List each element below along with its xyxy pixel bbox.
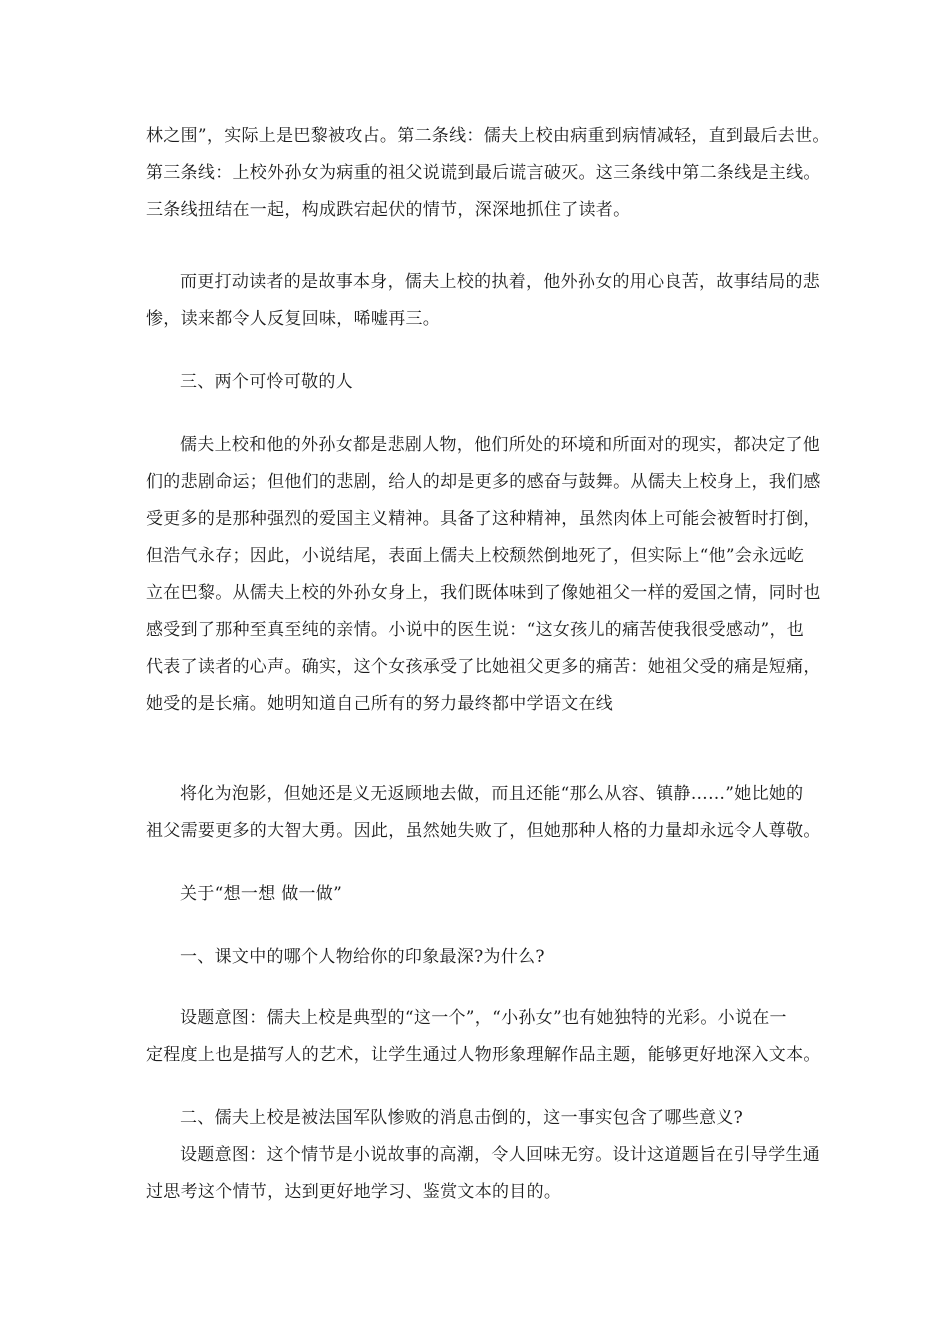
paragraph-route-lines [146,118,830,229]
text-line: 受更多的是那种强烈的爱国主义精神。具备了这种精神，虽然肉体上可能会被暂时打倒， [146,509,821,529]
text-line: 定程度上也是描写人的艺术，让学生通过人物形象理解作品主题，能够更好地深入文本。 [146,1045,821,1065]
text-line: 一、课文中的哪个人物给你的印象最深?为什么? [180,947,545,967]
text-line: 祖父需要更多的大智大勇。因此，虽然她失败了，但她那种人格的力量却永远令人尊敬。 [146,821,821,841]
text-line: 三条线扭结在一起，构成跌宕起伏的情节，深深地抓住了读者。 [146,200,631,220]
paragraph-granddaughter-courage [146,776,821,850]
text-line: 过思考这个情节，达到更好地学习、鉴赏文本的目的。 [146,1182,562,1202]
text-line: 林之围”，实际上是巴黎被攻占。第二条线：儒夫上校由病重到病情减轻，直到最后去世。 [146,126,830,146]
text-line: 关于“想一想 做一做” [180,884,343,904]
text-line: 惨，读来都令人反复回味，唏嘘再三。 [146,309,441,329]
question-one-intent [146,1000,821,1074]
text-line: 二、儒夫上校是被法国军队惨败的消息击倒的，这一事实包含了哪些意义? [180,1108,744,1128]
question-two-with-intent [146,1100,821,1211]
text-line: 第三条线：上校外孙女为病重的祖父说谎到最后谎言破灭。这三条线中第二条线是主线。 [146,163,821,183]
paragraph-story-impact [146,264,821,338]
text-line: 代表了读者的心声。确实，这个女孩承受了比她祖父更多的痛苦：她祖父受的痛是短痛， [146,657,821,677]
text-line: 立在巴黎。从儒夫上校的外孙女身上，我们既体味到了像她祖父一样的爱国之情，同时也 [146,583,821,603]
section-heading-two-characters [146,364,818,401]
text-line: 们的悲剧命运；但他们的悲剧，给人的却是更多的感奋与鼓舞。从儒夫上校身上，我们感 [146,472,821,492]
text-line: 设题意图：这个情节是小说故事的高潮，令人回味无穷。设计这道题旨在引导学生通 [180,1145,821,1165]
text-line: 三、两个可怜可敬的人 [180,372,353,392]
text-line: 儒夫上校和他的外孙女都是悲剧人物，他们所处的环境和所面对的现实，都决定了他 [180,435,821,455]
text-line: 她受的是长痛。她明知道自己所有的努力最终都中学语文在线 [146,694,614,714]
text-line: 但浩气永存；因此，小说结尾，表面上儒夫上校颓然倒地死了，但实际上“他”会永远屹 [146,546,805,566]
paragraph-tragic-characters [146,427,821,723]
text-line: 将化为泡影，但她还是义无返顾地去做，而且还能“那么从容、镇静……”她比她的 [180,784,804,804]
question-one [146,939,818,976]
text-line: 设题意图：儒夫上校是典型的“这一个”，“小孙女”也有她独特的光彩。小说在一 [180,1008,787,1028]
section-heading-think-do [146,876,818,913]
text-line: 而更打动读者的是故事本身，儒夫上校的执着，他外孙女的用心良苦，故事结局的悲 [180,272,821,292]
text-line: 感受到了那种至真至纯的亲情。小说中的医生说：“这女孩儿的痛苦使我很受感动”，也 [146,620,805,640]
